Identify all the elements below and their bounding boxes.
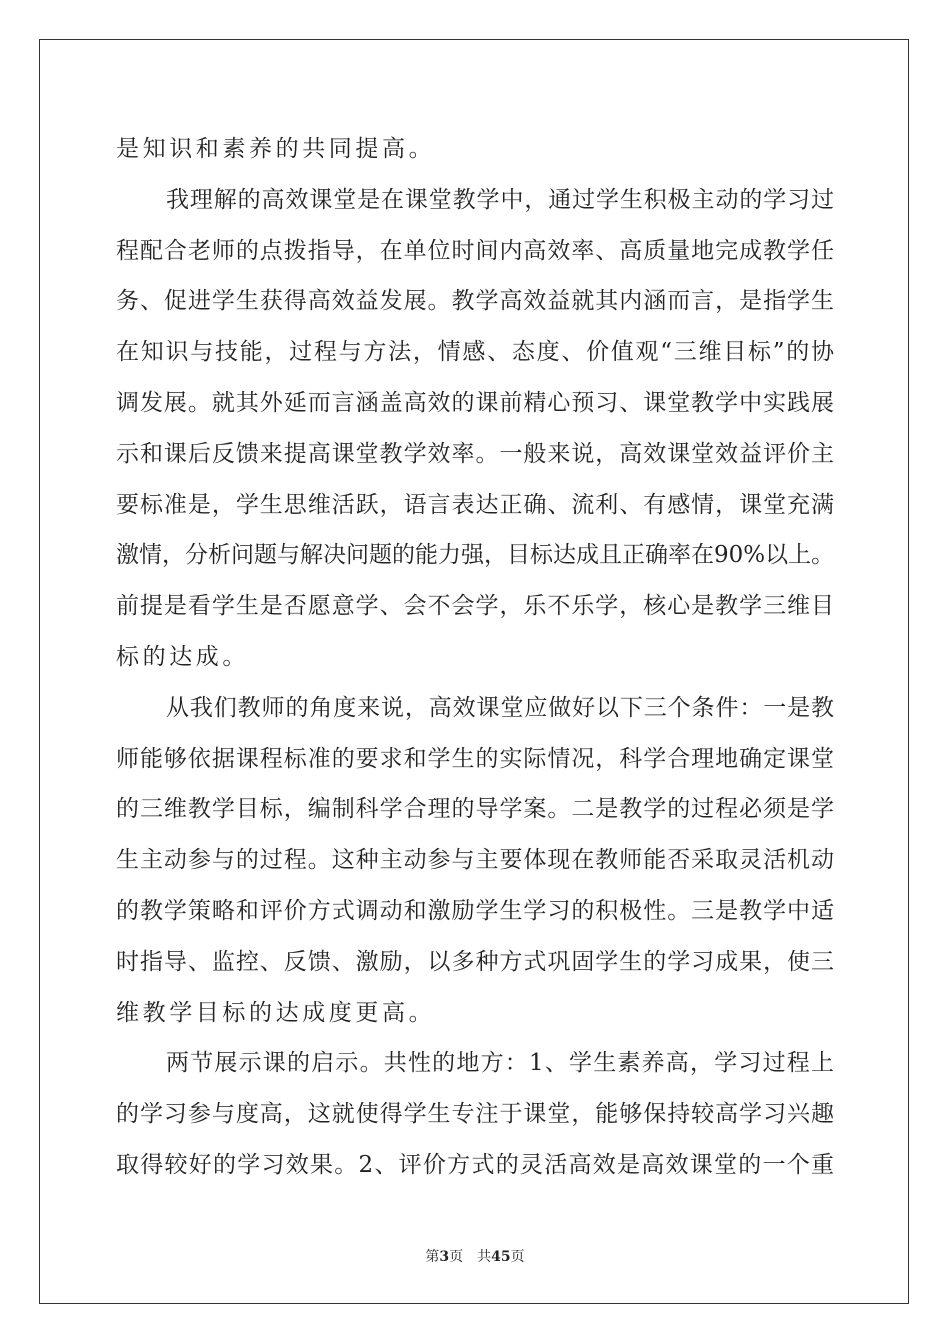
- text-line: 的学习参与度高，这就使得学生专注于课堂，能够保持较高学习兴趣: [116, 1101, 834, 1128]
- page-suffix: 页: [449, 1249, 464, 1265]
- text-line: 师能够依据课程标准的要求和学生的实际情况，科学合理地确定课堂: [116, 745, 834, 772]
- text-line: 要标准是，学生思维活跃，语言表达正确、流利、有感情，课堂充满: [116, 491, 834, 518]
- total-pages: 45: [491, 1249, 511, 1265]
- text-line: 示和课后反馈来提高课堂教学效率。一般来说，高效课堂效益评价主: [116, 440, 834, 467]
- text-line: 生主动参与的过程。这种主动参与主要体现在教师能否采取灵活机动: [116, 847, 834, 874]
- total-prefix: 共: [477, 1249, 492, 1265]
- text-line: 程配合老师的点拨指导，在单位时间内高效率、高质量地完成教学任: [116, 237, 834, 264]
- text-line: 调发展。就其外延而言涵盖高效的课前精心预习、课堂教学中实践展: [116, 389, 834, 416]
- text-line: 务、促进学生获得高效益发展。教学高效益就其内涵而言，是指学生: [116, 288, 834, 315]
- text-line: 激情，分析问题与解决问题的能力强，目标达成且正确率在90%以上。: [116, 542, 835, 569]
- page-prefix: 第: [425, 1249, 440, 1265]
- text-line: 前提是看学生是否愿意学、会不会学，乐不乐学，核心是教学三维目: [116, 593, 834, 620]
- text-line: 在知识与技能，过程与方法，情感、态度、价值观“三维目标”的协: [116, 339, 834, 366]
- page-number: 3: [439, 1249, 450, 1265]
- text-line: 标的达成。: [116, 643, 249, 670]
- text-line: 从我们教师的角度来说，高效课堂应做好以下三个条件：一是教: [166, 694, 834, 721]
- text-line: 的三维教学目标，编制科学合理的导学案。二是教学的过程必须是学: [116, 796, 834, 823]
- text-line: 维教学目标的达成度更高。: [116, 999, 436, 1026]
- page-footer: [0, 1246, 950, 1266]
- text-line: 我理解的高效课堂是在课堂教学中，通过学生积极主动的学习过: [166, 186, 834, 213]
- total-suffix: 页: [510, 1249, 525, 1265]
- text-line: 是知识和素养的共同提高。: [116, 136, 436, 162]
- document-body: [116, 124, 834, 1191]
- text-line: 取得较好的学习效果。2、评价方式的灵活高效是高效课堂的一个重: [116, 1151, 834, 1178]
- text-line: 的教学策略和评价方式调动和激励学生学习的积极性。三是教学中适: [116, 897, 834, 924]
- text-line: 两节展示课的启示。共性的地方：1、学生素养高，学习过程上: [166, 1050, 834, 1077]
- text-line: 时指导、监控、反馈、激励，以多种方式巩固学生的学习成果，使三: [116, 948, 834, 975]
